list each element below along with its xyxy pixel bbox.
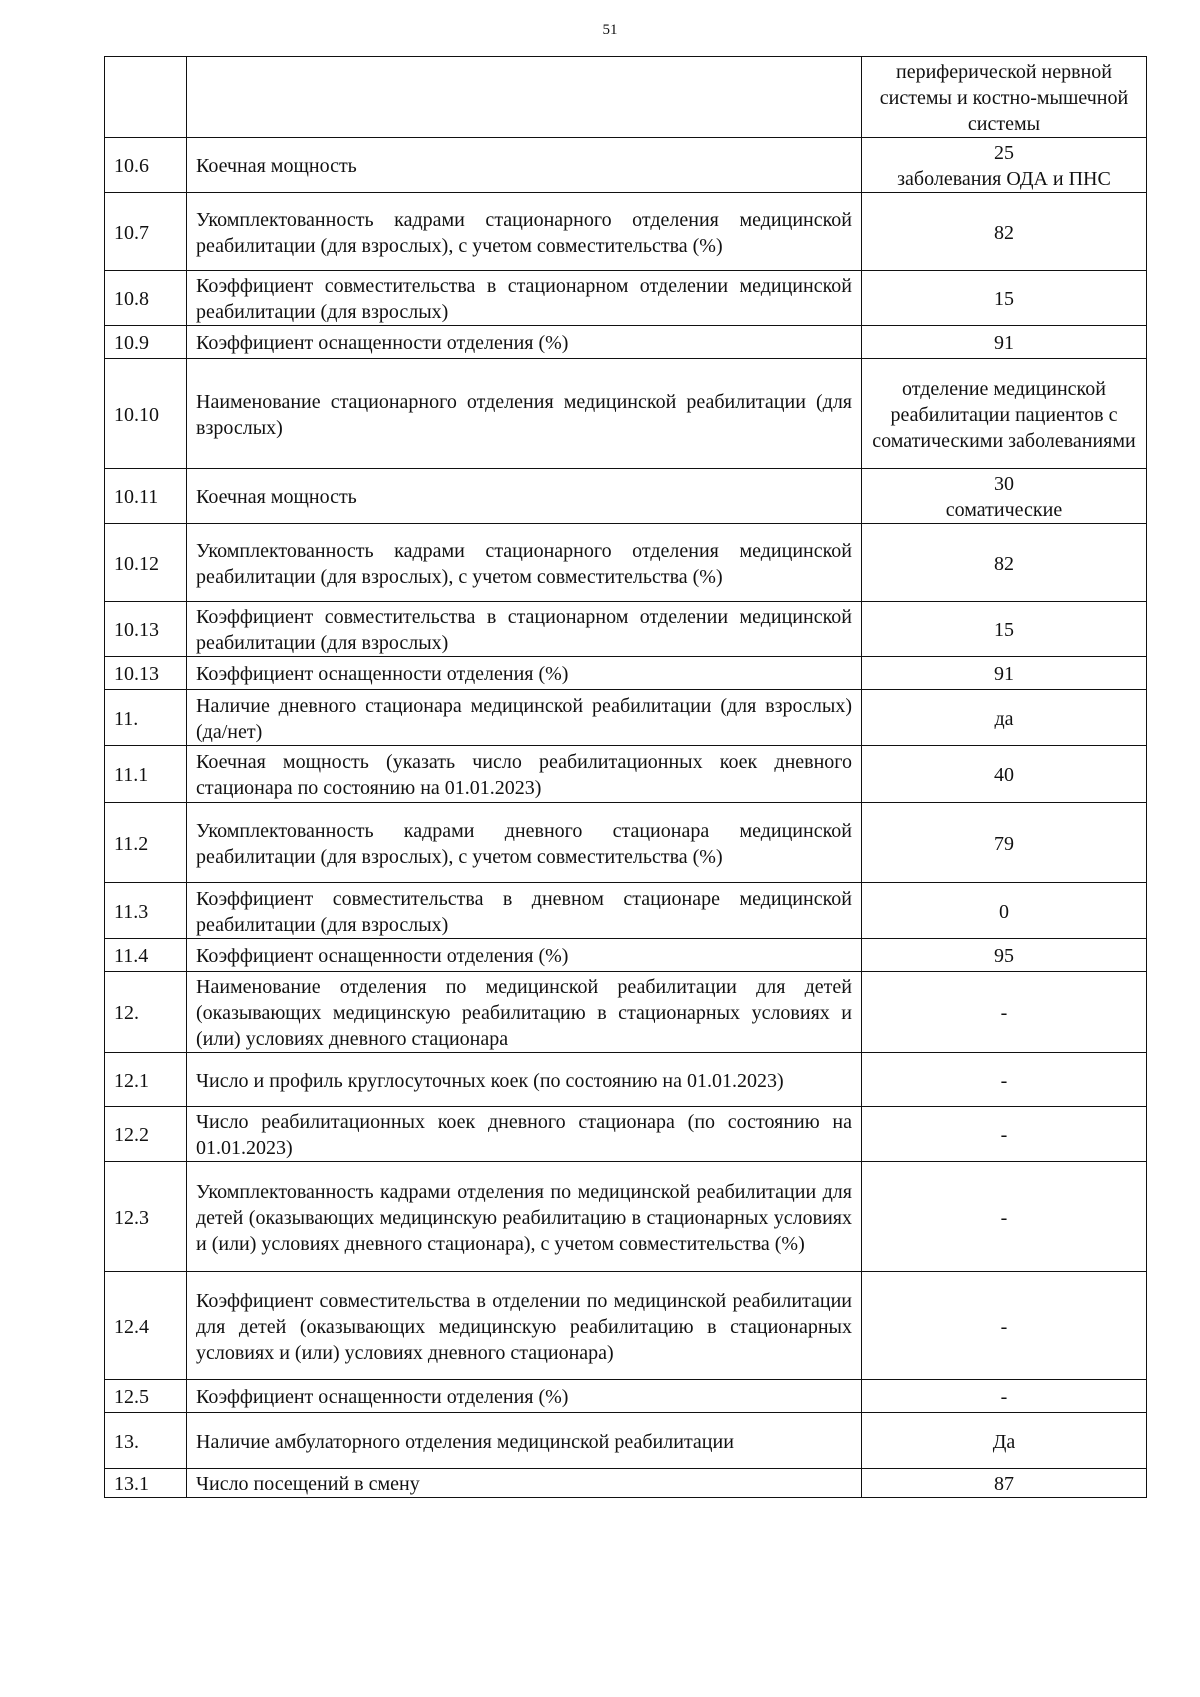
row-indicator: Укомплектованность кадрами отделения по медицинской реабилитации для детей (оказывающих медицинскую реабилитацию в стационарных условиях и (или) условиях дневного стационара), с учетом совместительства (%) <box>187 1162 862 1272</box>
row-indicator: Коэффициент совместительства в стационарном отделении медицинской реабилитации (для взрослых) <box>187 271 862 326</box>
table-row <box>105 1162 1147 1272</box>
row-indicator: Наличие амбулаторного отделения медицинской реабилитации <box>187 1413 862 1469</box>
row-indicator: Коэффициент оснащенности отделения (%) <box>187 1380 862 1413</box>
row-value: - <box>862 1053 1147 1107</box>
row-number: 10.13 <box>105 602 187 657</box>
table-row <box>105 972 1147 1053</box>
row-number: 12.5 <box>105 1380 187 1413</box>
row-value: да <box>862 690 1147 746</box>
row-number: 11.4 <box>105 939 187 972</box>
row-indicator: Число и профиль круглосуточных коек (по состоянию на 01.01.2023) <box>187 1053 862 1107</box>
row-indicator: Наименование отделения по медицинской реабилитации для детей (оказывающих медицинскую реабилитацию в стационарных условиях и (или) условиях дневного стационара <box>187 972 862 1053</box>
table-row <box>105 657 1147 690</box>
row-value: 30 соматические <box>862 469 1147 524</box>
row-number: 10.10 <box>105 359 187 469</box>
table-row <box>105 690 1147 746</box>
row-value: - <box>862 972 1147 1053</box>
row-value: 79 <box>862 803 1147 883</box>
row-value: - <box>862 1107 1147 1162</box>
row-value: 95 <box>862 939 1147 972</box>
table-row <box>105 57 1147 138</box>
row-number: 13. <box>105 1413 187 1469</box>
table-row <box>105 193 1147 271</box>
table-row <box>105 1272 1147 1380</box>
table-row <box>105 1380 1147 1413</box>
row-number: 12.1 <box>105 1053 187 1107</box>
table-row <box>105 1053 1147 1107</box>
row-value: - <box>862 1380 1147 1413</box>
table-row <box>105 359 1147 469</box>
table-row <box>105 326 1147 359</box>
row-value: 40 <box>862 746 1147 803</box>
row-value: 15 <box>862 271 1147 326</box>
row-value: - <box>862 1272 1147 1380</box>
row-number: 12.2 <box>105 1107 187 1162</box>
row-number: 11.3 <box>105 883 187 939</box>
table-row <box>105 138 1147 193</box>
row-number: 10.9 <box>105 326 187 359</box>
row-value: 25 заболевания ОДА и ПНС <box>862 138 1147 193</box>
row-indicator: Коэффициент оснащенности отделения (%) <box>187 326 862 359</box>
row-indicator: Коечная мощность <box>187 469 862 524</box>
row-value: 82 <box>862 524 1147 602</box>
row-value: 15 <box>862 602 1147 657</box>
table-row <box>105 271 1147 326</box>
row-number: 10.7 <box>105 193 187 271</box>
row-number: 12.4 <box>105 1272 187 1380</box>
table-row <box>105 1107 1147 1162</box>
row-number: 11. <box>105 690 187 746</box>
table-row <box>105 1413 1147 1469</box>
row-indicator: Число реабилитационных коек дневного стационара (по состоянию на 01.01.2023) <box>187 1107 862 1162</box>
table-row <box>105 803 1147 883</box>
row-value: отделение медицинской реабилитации пациентов с соматическими заболеваниями <box>862 359 1147 469</box>
row-indicator: Укомплектованность кадрами стационарного отделения медицинской реабилитации (для взрослых), с учетом совместительства (%) <box>187 524 862 602</box>
row-number: 10.13 <box>105 657 187 690</box>
row-indicator: Коечная мощность <box>187 138 862 193</box>
row-value: Да <box>862 1413 1147 1469</box>
row-value: периферической нервной системы и костно-мышечной системы <box>862 57 1147 138</box>
row-indicator: Коэффициент совместительства в стационарном отделении медицинской реабилитации (для взрослых) <box>187 602 862 657</box>
row-indicator: Наличие дневного стационара медицинской реабилитации (для взрослых) (да/нет) <box>187 690 862 746</box>
row-value: 82 <box>862 193 1147 271</box>
row-value: - <box>862 1162 1147 1272</box>
table-row <box>105 939 1147 972</box>
table-row <box>105 602 1147 657</box>
row-indicator: Коэффициент совместительства в дневном стационаре медицинской реабилитации (для взрослых) <box>187 883 862 939</box>
row-number: 10.11 <box>105 469 187 524</box>
row-indicator <box>187 57 862 138</box>
row-number: 10.8 <box>105 271 187 326</box>
row-value: 91 <box>862 326 1147 359</box>
row-indicator: Коэффициент оснащенности отделения (%) <box>187 657 862 690</box>
table-row <box>105 883 1147 939</box>
row-indicator: Число посещений в смену <box>187 1469 862 1498</box>
data-table <box>104 56 1147 1498</box>
row-number: 12. <box>105 972 187 1053</box>
row-indicator: Коэффициент совместительства в отделении по медицинской реабилитации для детей (оказывающих медицинскую реабилитацию в стационарных условиях и (или) условиях дневного стационара) <box>187 1272 862 1380</box>
row-indicator: Укомплектованность кадрами дневного стационара медицинской реабилитации (для взрослых), с учетом совместительства (%) <box>187 803 862 883</box>
row-number: 10.6 <box>105 138 187 193</box>
row-value: 87 <box>862 1469 1147 1498</box>
row-number: 12.3 <box>105 1162 187 1272</box>
table-row <box>105 746 1147 803</box>
page-number: 51 <box>602 22 618 38</box>
table-body <box>105 57 1147 1498</box>
row-value: 91 <box>862 657 1147 690</box>
table-row <box>105 1469 1147 1498</box>
table-row <box>105 524 1147 602</box>
row-indicator: Коэффициент оснащенности отделения (%) <box>187 939 862 972</box>
row-value: 0 <box>862 883 1147 939</box>
row-number <box>105 57 187 138</box>
table-row <box>105 469 1147 524</box>
row-indicator: Укомплектованность кадрами стационарного отделения медицинской реабилитации (для взрослых), с учетом совместительства (%) <box>187 193 862 271</box>
row-indicator: Коечная мощность (указать число реабилитационных коек дневного стационара по состоянию на 01.01.2023) <box>187 746 862 803</box>
row-number: 11.1 <box>105 746 187 803</box>
row-indicator: Наименование стационарного отделения медицинской реабилитации (для взрослых) <box>187 359 862 469</box>
row-number: 10.12 <box>105 524 187 602</box>
row-number: 13.1 <box>105 1469 187 1498</box>
row-number: 11.2 <box>105 803 187 883</box>
